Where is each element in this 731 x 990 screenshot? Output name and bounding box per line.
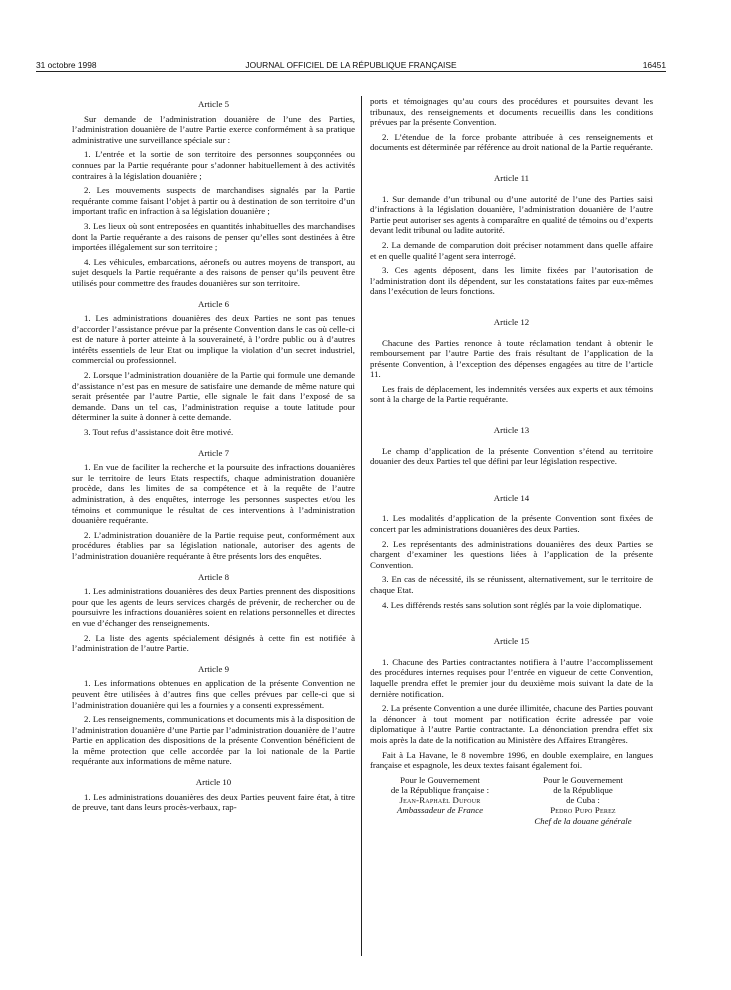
left-column: [72, 99, 355, 817]
paragraph: Sur demande de l’administration douanière de l’une des Parties, l’administration douanière de l’autre Partie exerce conformément à sa pratique administrative une surveillance spéciale sur :: [72, 113, 355, 145]
article-title: Article 5: [197, 99, 230, 109]
paragraph: 3. Les lieux où sont entreposées en quantités inhabituelles des marchandises dont la Partie requérante a des raisons de penser qu’elles sont destinées à être importées illégalement sur son territoire ;: [72, 220, 355, 253]
signatory-line: Pour le Gouvernement: [543, 774, 623, 785]
paragraph: 1. L’entrée et la sortie de son territoire des personnes soupçonnées ou connues par la Partie requérante pour s’adonner habituellement à des activités contraires à la législation douanière ;: [72, 149, 355, 181]
paragraph: ports et témoignages qu’au cours des procédures et poursuites devant les tribunaux, des renseignements et documents recueillis dans les conditions prévues par la présente Convention.: [370, 96, 653, 128]
paragraph: 2. La liste des agents spécialement désignés à cette fin est notifiée à l’administration de l’autre Partie.: [72, 632, 355, 654]
signatory-role: Ambassadeur de France: [397, 805, 483, 816]
signatory-line: de la République: [553, 784, 613, 795]
paragraph: 2. L’étendue de la force probante attribuée à ces renseignements et documents est déterminée par référence au droit national de la Partie requérante.: [370, 131, 653, 153]
paragraph: 2. La demande de comparution doit préciser notamment dans quelle affaire et en quelle qualité l’agent sera interrogé.: [370, 239, 653, 261]
paragraph: 4. Les différends restés sans solution sont réglés par la voie diplomatique.: [382, 599, 642, 610]
article-6: [72, 299, 355, 438]
right-column: [370, 96, 653, 826]
article-title: Article 9: [197, 663, 230, 674]
paragraph: 2. Lorsque l’administration douanière de la Partie qui formule une demande d’assistance n’est pas en mesure de satisfaire une demande de même nature qui serait présentée par l’autre Partie, elle signale le fait dans l’exposé de sa demande. Dans un tel cas, l’administration requise a toute latitude pour déterminer la suite à donner à cette demande.: [72, 370, 355, 423]
paragraph: 4. Les véhicules, embarcations, aéronefs ou autres moyens de transport, au sujet desquels la Partie requérante a des raisons de penser qu’ils peuvent être utilisés pour commettre des fraudes douanières sur son territoire.: [72, 256, 355, 288]
paragraph: 1. Les administrations douanières des deux Parties prennent des dispositions pour que les agents de leurs services chargés de prévenir, de rechercher ou de poursuivre les infractions douanières soient en relations personnelles et directes en vue d’échanger des renseignements.: [72, 586, 355, 628]
article-title: Article 11: [493, 172, 530, 183]
article-10-continued: [370, 96, 653, 153]
article-title: Article 7: [197, 447, 230, 458]
signing-statement: Fait à La Havane, le 8 novembre 1996, en double exemplaire, en langues française et espagnole, les deux textes faisant également foi.: [370, 749, 653, 771]
article-title: Article 8: [197, 571, 230, 582]
header-rule: [36, 71, 666, 72]
article-12: [370, 317, 653, 405]
article-title: Article 14: [493, 492, 530, 503]
article-11: [370, 173, 653, 297]
paragraph: 3. Tout refus d’assistance doit être motivé.: [84, 427, 234, 438]
article-title: Article 13: [493, 425, 530, 436]
paragraph: 1. Sur demande d’un tribunal ou d’une autorité de l’une des Parties saisi d’infractions à la législation douanière, l’administration douanière de l’autre Partie peut autoriser ses agents à comparaître en qualité de témoins ou d’experts devant ledit tribunal ou ladite autorité.: [370, 193, 653, 236]
header-journal-title: JOURNAL OFFICIEL DE LA RÉPUBLIQUE FRANÇAISE: [245, 60, 457, 70]
signature-block: [370, 775, 653, 826]
paragraph: Chacune des Parties renonce à toute réclamation tendant à obtenir le remboursement par l’autre Partie des frais résultant de l’application de la présente Convention, à l’exception des dépenses engagées au titre de l’article 11.: [370, 337, 653, 380]
signatory-name: Pedro Pupo Perez: [550, 805, 616, 816]
paragraph: Les frais de déplacement, les indemnités versées aux experts et aux témoins sont à la charge de la Partie requérante.: [370, 383, 653, 405]
paragraph: 3. En cas de nécessité, ils se réunissent, alternativement, sur le territoire de chaque Etat.: [370, 574, 653, 595]
paragraph: 1. Les administrations douanières des deux Parties peuvent faire état, à titre de preuve, tant dans leurs procès-verbaux, rap-: [72, 791, 355, 813]
running-header: [36, 59, 666, 71]
article-8: [72, 572, 355, 654]
paragraph: 1. Les administrations douanières des deux Parties ne sont pas tenues d’accorder l’assistance prévue par la présente Convention dans le cas où celle-ci est de nature à porter atteinte à la souveraineté, à l’ordre public ou à d’autres intérêts essentiels de leur Etat ou implique la violation d’un secret industriel, commercial ou professionnel.: [72, 313, 355, 366]
paragraph: Le champ d’application de la présente Convention s’étend au territoire douanier des deux Parties tel que défini par leur législation respective.: [370, 445, 653, 467]
paragraph: 2. Les représentants des administrations douanières des deux Parties se chargent d’examiner les questions liées à l’application de la présente Convention.: [370, 538, 653, 570]
signatory-line: de Cuba :: [566, 795, 600, 806]
paragraph: 2. Les mouvements suspects de marchandises signalés par la Partie requérante comme faisant l’objet à partir ou à destination de son territoire d’un important trafic en infraction à sa législation douanière ;: [72, 185, 355, 217]
article-9: [72, 664, 355, 767]
article-title: Article 6: [197, 298, 230, 309]
article-14: [370, 493, 653, 610]
paragraph: 2. Les renseignements, communications et documents mis à la disposition de l’administration douanière d’une Partie par l’administration douanière de l’autre Partie en application des dispositions de la présente Convention bénéficient de la même protection que celle accordée par la loi nationale de la Partie requérante aux informations de même nature.: [72, 714, 355, 767]
paragraph: 1. Les modalités d’application de la présente Convention sont fixées de concert par les administrations douanières des deux Parties.: [370, 513, 653, 535]
article-10: [72, 777, 355, 813]
header-date: 31 octobre 1998: [36, 60, 97, 70]
article-5: [72, 99, 355, 289]
paragraph: 2. La présente Convention a une durée illimitée, chacune des Parties pouvant la dénoncer à tout moment par notification écrite adressée par voie diplomatique à l’autre Partie contractante. La dénonciation prendra effet six mois après la date de la notification au Ministère des Affaires Etrangères.: [370, 703, 653, 745]
paragraph: 1. Les informations obtenues en application de la présente Convention ne peuvent être utilisées à d’autres fins que celles prévues par celle-ci que si l’administration douanière qui les a fournies y a consenti expressément.: [72, 678, 355, 710]
signatory-line: Pour le Gouvernement: [400, 774, 480, 785]
paragraph: 1. Chacune des Parties contractantes notifiera à l’autre l’accomplissement des procédures internes requises pour l’entrée en vigueur de cette Convention, laquelle prendra effet le premier jour du deuxième mois suivant la date de la dernière notification.: [370, 656, 653, 699]
signatory-role: Chef de la douane générale: [534, 815, 632, 826]
signature-cuba: [513, 775, 653, 826]
article-title: Article 10: [195, 777, 232, 788]
paragraph: 3. Ces agents déposent, dans les limite fixées par l’autorisation de l’administration dont ils dépendent, sur les constatations faites par eux-mêmes dans l’exécution de leurs fonctions.: [370, 265, 653, 297]
signatory-line: de la République française :: [390, 784, 490, 795]
paragraph: 2. L’administration douanière de la Partie requise peut, conformément aux procédures établies par sa législation nationale, autoriser des agents de l’administration douanière requérante à être présents lors des enquêtes.: [72, 529, 355, 561]
signatory-name: Jean-Raphaël Dufour: [399, 795, 481, 806]
article-title: Article 12: [493, 316, 530, 327]
article-15: [370, 636, 653, 771]
signature-france: [370, 775, 510, 826]
article-title: Article 15: [493, 636, 530, 647]
article-7: [72, 448, 355, 562]
header-page-number: 16451: [642, 60, 666, 70]
column-divider: [361, 96, 362, 956]
paragraph: 1. En vue de faciliter la recherche et la poursuite des infractions douanières sur le territoire de leurs Etats respectifs, chaque administration douanière procède, dans les limites de sa compétence et à la requête de l’autre administration, à des enquêtes, interroge les personnes suspectes et/ou les témoins et communique le résultat de ces interventions à l’administration douanière requérante.: [72, 462, 355, 526]
article-13: [370, 425, 653, 467]
